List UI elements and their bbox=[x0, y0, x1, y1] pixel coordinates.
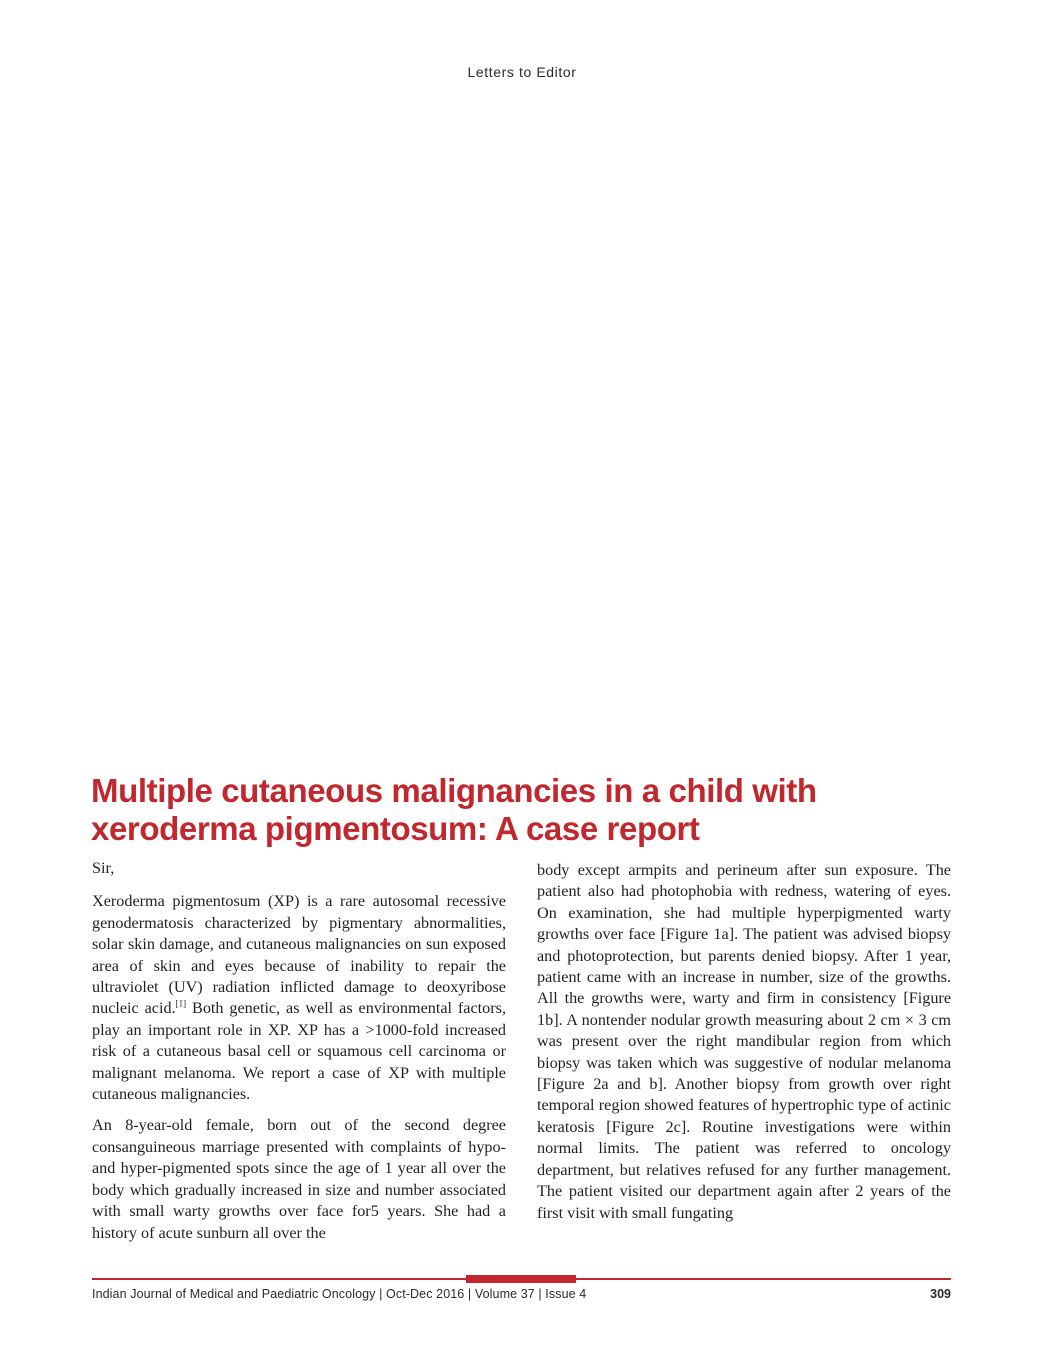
body-paragraph-1 bbox=[92, 891, 506, 1105]
body-paragraph-2: An 8-year-old female, born out of the second degree consanguineous marriage presented with complaints of hypo- and hyper-pigmented spots since the age of 1 year all over the body which gradually increased in size and number associated with small warty growths over face for5 years. She had a history of acute sunburn all over the bbox=[92, 1116, 506, 1242]
footer-journal-info: Indian Journal of Medical and Paediatric Oncology | Oct-Dec 2016 | Volume 37 | Issue 4 bbox=[92, 1287, 587, 1301]
salutation: Sir, bbox=[92, 859, 115, 877]
page-number: 309 bbox=[930, 1287, 951, 1301]
running-head: Letters to Editor bbox=[467, 64, 577, 80]
footer-accent-tab bbox=[466, 1275, 576, 1283]
body-column-left bbox=[92, 858, 506, 1254]
article-title: Multiple cutaneous malignancies in a child with xeroderma pigmentosum: A case report bbox=[91, 772, 817, 847]
reference-citation[interactable]: [1] bbox=[175, 999, 187, 1010]
body-column-right bbox=[537, 860, 951, 1224]
body-paragraph-1-text: Xeroderma pigmentosum (XP) is a rare autosomal recessive genodermatosis characterized by pigmentary abnormalities, solar skin damage, and cutaneous malignancies on sun exposed area of skin and eyes because of inability to repair the ultraviolet (UV) radiation inflicted damage to deoxyribose nucleic acid. bbox=[92, 892, 506, 1018]
body-paragraph-3: body except armpits and perineum after sun exposure. The patient also had photophobia with redness, watering of eyes. On examination, she had multiple hyperpigmented warty growths over face [Figure 1a]. The patient was advised biopsy and photoprotection, but parents denied biopsy. After 1 year, patient came with an increase in number, size of the growths. All the growths were, warty and firm in consistency [Figure 1b]. A nontender nodular growth measuring about 2 cm × 3 cm was present over the right mandibular region from which biopsy was taken which was suggestive of nodular melanoma [Figure 2a and b]. Another biopsy from growth over right temporal region showed features of hypertrophic type of actinic keratosis [Figure 2c]. Routine investigations were within normal limits. The patient was referred to oncology department, but relatives refused for any further management. The patient visited our department again after 2 years of the first visit with small fungating bbox=[537, 861, 951, 1222]
body-paragraph-1-text-cont: Both genetic, as well as environmental factors, play an important role in XP. XP has a >1000-fold increased risk of a cutaneous basal cell or squamous cell carcinoma or malignant melanoma. We report a case of XP with multiple cutaneous malignancies. bbox=[92, 999, 506, 1104]
